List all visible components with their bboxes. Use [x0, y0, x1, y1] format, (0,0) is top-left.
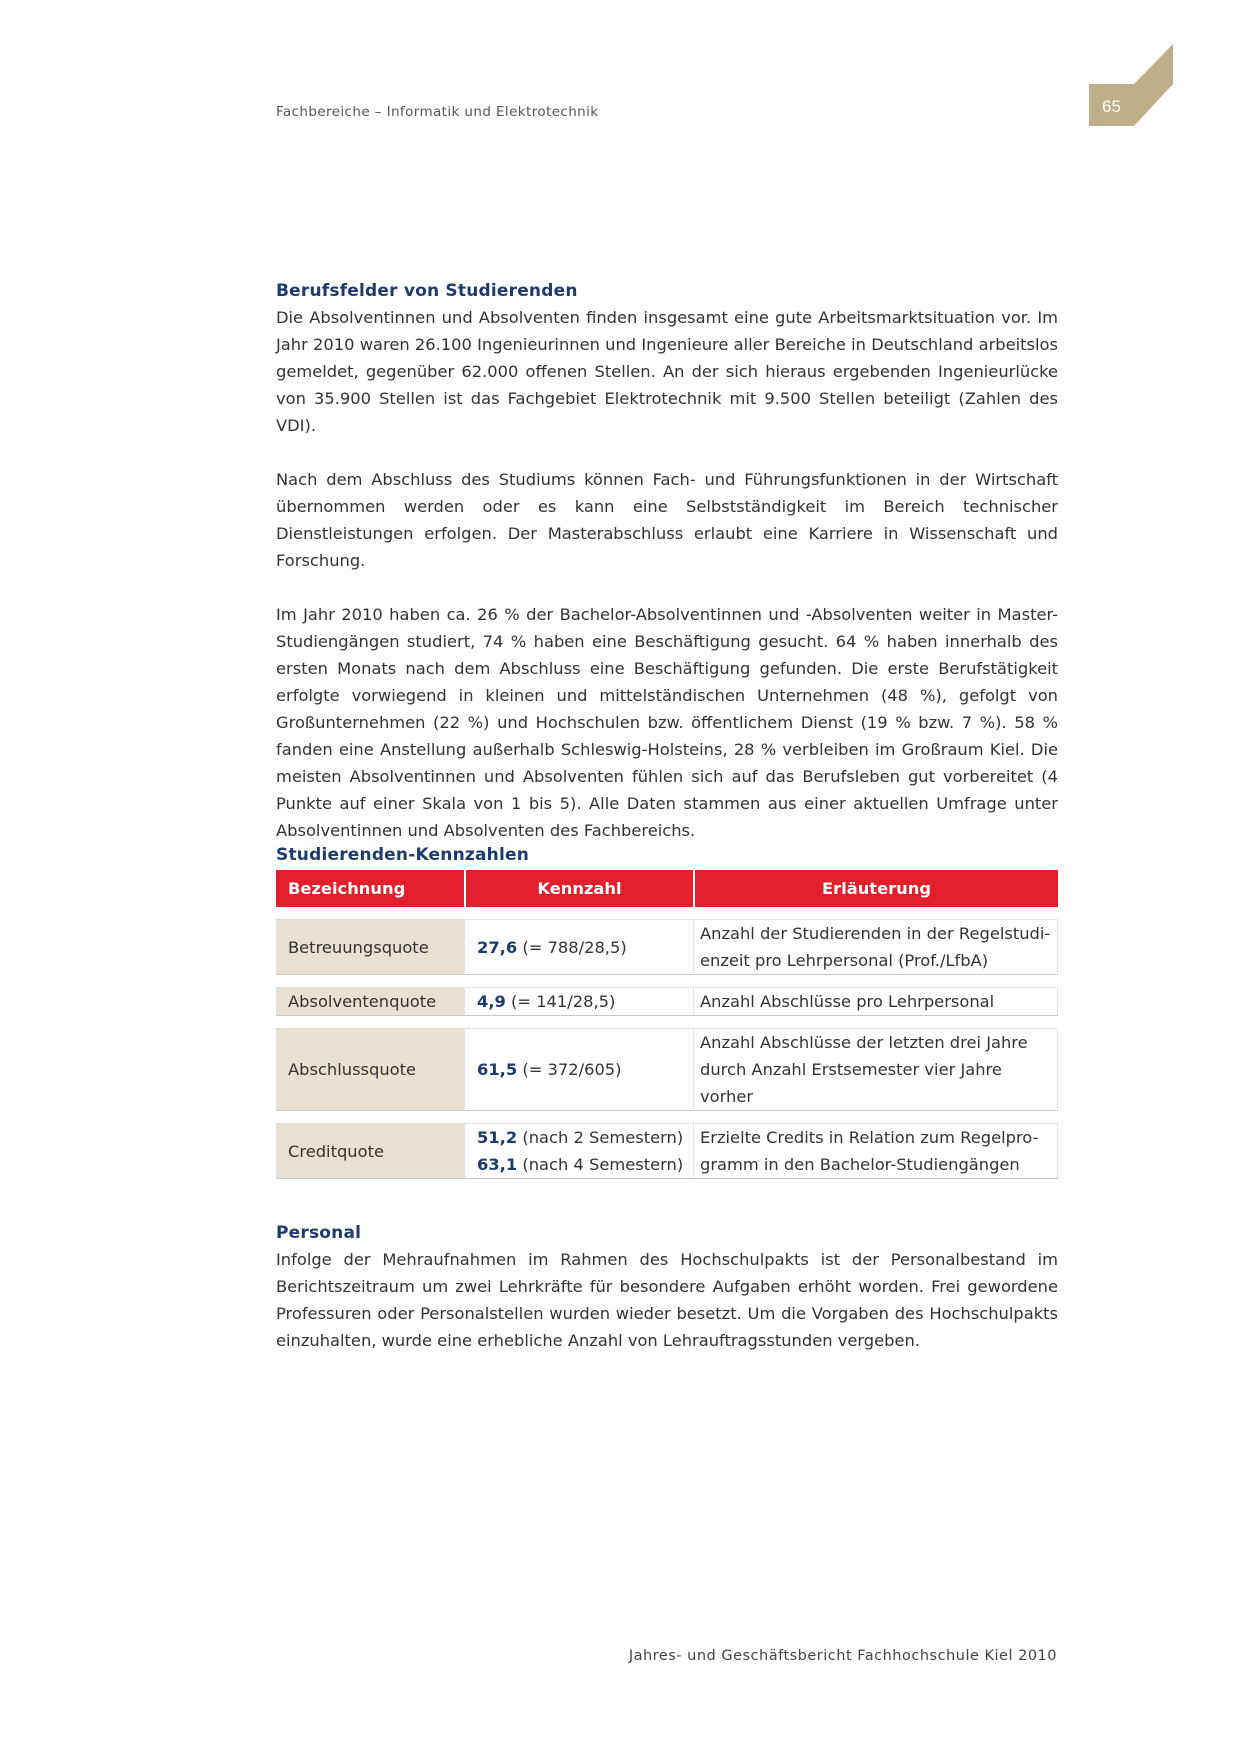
row-label: Abschlussquote — [276, 1028, 464, 1111]
running-head: Fachbereiche – Informatik und Elektrotechnik — [276, 104, 599, 120]
value-detail: (nach 2 Semestern) — [522, 1128, 684, 1147]
explanation-line: durch Anzahl Erstsemester vier Jahre vorher — [700, 1060, 1002, 1106]
section-berufsfelder — [276, 278, 1058, 844]
table-header-row — [276, 870, 1058, 907]
value-detail: (nach 4 Semestern) — [522, 1155, 684, 1174]
footer-text: Jahres- und Geschäftsbericht Fachhochschule Kiel 2010 — [628, 1648, 1057, 1664]
value-number: 27,6 — [477, 937, 518, 957]
value-number: 63,1 — [477, 1155, 518, 1174]
table-row — [276, 987, 1058, 1016]
row-value — [464, 987, 693, 1016]
value-detail: (= 141/28,5) — [511, 992, 616, 1011]
explanation-line: Anzahl Abschlüsse pro Lehrpersonal — [700, 992, 995, 1011]
column-header-kennzahl: Kennzahl — [464, 870, 693, 907]
paragraph: Infolge der Mehraufnahmen im Rahmen des Hochschulpakts ist der Personalbestand im Berichtszeitraum um zwei Lehrkräfte für besondere Aufgaben erhöht worden. Frei gewordene Professuren oder Personalstellen wurden wieder besetzt. Um die Vorgaben des Hochschulpakts einzuhalten, wurde eine erhebliche Anzahl von Lehrauftragsstunden vergeben. — [276, 1250, 1058, 1350]
paragraph: Die Absolventinnen und Absolventen finden insgesamt eine gute Arbeitsmarktsituation vor. Im Jahr 2010 waren 26.100 Ingenieurinnen und Ingenieure aller Bereiche in Deutschland arbeitslos gemeldet, gegenüber 62.000 offenen Stellen. An der sich hieraus ergebenden Ingenieurlücke von 35.900 Stellen ist das Fachgebiet Elektrotechnik mit 9.500 Stellen beteiligt (Zahlen des VDI). — [276, 308, 1058, 435]
value-detail: (= 788/28,5) — [522, 937, 627, 957]
row-label: Absolventenquote — [276, 987, 464, 1016]
row-explanation — [693, 919, 1058, 975]
row-explanation — [693, 987, 1058, 1016]
section-personal — [276, 1220, 1058, 1354]
section-heading: Berufsfelder von Studierenden — [276, 281, 578, 301]
row-label: Creditquote — [276, 1123, 464, 1179]
value-number: 61,5 — [477, 1060, 518, 1079]
explanation-line: Anzahl der Studierenden in der Regelstudi- — [700, 924, 1051, 943]
paragraph: Im Jahr 2010 haben ca. 26 % der Bachelor-Absolventinnen und -Absolventen weiter in Master-Studiengängen studiert, 74 % haben eine Beschäftigung gesucht. 64 % haben innerhalb des ersten Monats nach dem Abschluss eine Beschäftigung gefunden. Die erste Berufstätigkeit erfolgte vorwiegend in kleinen und mittelständischen Unternehmen (48 %), gefolgt von Großunternehmen (22 %) und Hochschulen bzw. öffentlichem Dienst (19 % bzw. 7 %). 58 % fanden eine Anstellung außerhalb Schleswig-Holsteins, 28 % verbleiben im Großraum Kiel. Die meisten Absolventinnen und Absolventen fühlen sich auf das Berufsleben gut vorbereitet (4 Punkte auf einer Skala von 1 bis 5). Alle Daten stammen aus einer aktuellen Umfrage unter Absolventinnen und Absolventen des Fachbereichs. — [276, 605, 1058, 840]
table-row — [276, 1028, 1058, 1111]
value-line — [477, 1056, 693, 1083]
column-header-erlaeuterung: Erläuterung — [693, 870, 1058, 907]
value-detail: (= 372/605) — [522, 1060, 622, 1079]
page-number: 65 — [1102, 97, 1121, 116]
explanation-line: Erzielte Credits in Relation zum Regelpro- — [700, 1128, 1039, 1147]
row-explanation — [693, 1123, 1058, 1179]
explanation-line: enzeit pro Lehrpersonal (Prof./LfbA) — [700, 951, 989, 970]
value-number: 51,2 — [477, 1128, 518, 1147]
table-row — [276, 919, 1058, 975]
row-explanation — [693, 1028, 1058, 1111]
row-value — [464, 919, 693, 975]
value-line — [477, 1124, 693, 1151]
column-header-bezeichnung: Bezeichnung — [276, 870, 464, 907]
kennzahlen-table — [276, 870, 1058, 1179]
section-heading: Personal — [276, 1223, 362, 1243]
explanation-line: Anzahl Abschlüsse der letzten drei Jahre — [700, 1033, 1028, 1052]
paragraph: Nach dem Abschluss des Studiums können Fach- und Führungsfunktionen in der Wirtschaft übernommen werden oder es kann eine Selbstständigkeit im Bereich technischer Dienstleistungen erfolgen. Der Masterabschluss erlaubt eine Karriere in Wissenschaft und Forschung. — [276, 470, 1058, 570]
row-value — [464, 1123, 693, 1179]
row-value — [464, 1028, 693, 1111]
value-line — [477, 988, 693, 1015]
section-kennzahlen — [276, 842, 1058, 1179]
row-label: Betreuungsquote — [276, 919, 464, 975]
explanation-line: gramm in den Bachelor-Studiengängen — [700, 1155, 1020, 1174]
value-line — [477, 934, 693, 961]
value-line — [477, 1151, 693, 1178]
value-number: 4,9 — [477, 992, 506, 1011]
table-row — [276, 1123, 1058, 1179]
section-heading: Studierenden-Kennzahlen — [276, 845, 530, 865]
